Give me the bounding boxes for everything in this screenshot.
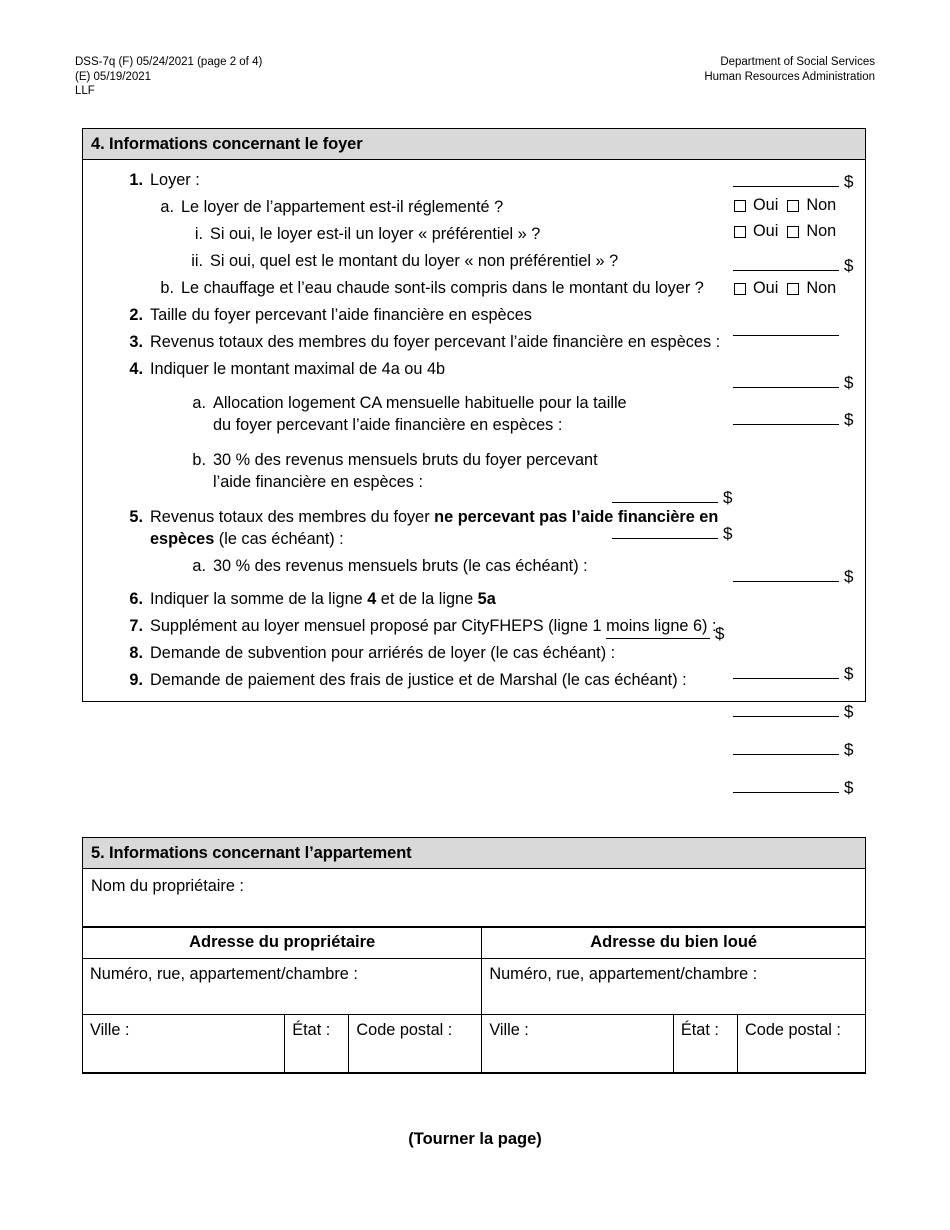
currency-symbol: $ xyxy=(715,624,725,643)
question-5-row xyxy=(83,495,865,553)
english-revision-line: (E) 05/19/2021 xyxy=(75,70,152,83)
rental-zip-cell[interactable] xyxy=(738,1015,866,1073)
currency-symbol: $ xyxy=(844,373,854,392)
currency-symbol: $ xyxy=(844,410,854,429)
address-table xyxy=(83,927,865,1073)
question-5-text-part1: Revenus totaux des membres du foyer xyxy=(150,508,435,526)
question-1ai-no-label: Non xyxy=(806,222,837,240)
question-4b-number: b. xyxy=(192,450,206,469)
agency-division-line: Human Resources Administration xyxy=(704,70,875,83)
question-5-text-part2: (le cas échéant) : xyxy=(214,530,344,548)
question-9-number: 9. xyxy=(129,670,143,689)
question-1ai-number: i. xyxy=(194,224,203,243)
owner-address-header: Adresse du propriétaire xyxy=(83,928,482,959)
rental-city-label: Ville : xyxy=(489,1021,529,1039)
currency-symbol: $ xyxy=(844,702,854,721)
answer-question-1ai-choices[interactable] xyxy=(734,222,836,241)
currency-symbol: $ xyxy=(844,778,854,797)
question-6-label xyxy=(150,588,750,610)
question-6-number: 6. xyxy=(129,589,143,608)
currency-symbol: $ xyxy=(844,740,854,759)
currency-symbol: $ xyxy=(844,664,854,683)
question-5-text-emphasis: ne percevant pas l’aide financière en espèces xyxy=(150,508,719,548)
answer-question-1b-choices[interactable] xyxy=(734,279,836,298)
rental-address-header: Adresse du bien loué xyxy=(482,928,865,959)
question-3-number: 3. xyxy=(129,332,143,351)
currency-symbol: $ xyxy=(723,488,733,507)
question-4b-row xyxy=(83,439,865,496)
owner-name-field-row[interactable] xyxy=(83,869,865,927)
ca-shelter-allowance-input[interactable] xyxy=(612,502,718,503)
question-1a-no-label: Non xyxy=(806,196,837,214)
city-state-zip-row xyxy=(83,1015,865,1073)
currency-symbol: $ xyxy=(723,524,733,543)
street-row xyxy=(83,959,865,1015)
answer-question-3[interactable] xyxy=(733,373,853,393)
answer-question-4[interactable] xyxy=(733,410,853,430)
question-1-label: Loyer : xyxy=(150,170,200,189)
question-1ai-yes-label: Oui xyxy=(753,222,779,240)
answer-question-6[interactable] xyxy=(733,664,853,684)
question-1b-no-choice[interactable] xyxy=(787,279,836,298)
header-left-block xyxy=(75,55,262,99)
owner-city-cell[interactable] xyxy=(83,1015,285,1073)
question-4a-label: Allocation logement CA mensuelle habituelle pour la taille du foyer percevant l’aide financière en espèces : xyxy=(213,394,627,434)
question-1aii-label: Si oui, quel est le montant du loyer « non préférentiel » ? xyxy=(210,251,619,270)
rent-arrears-request-input[interactable] xyxy=(733,754,839,755)
checkbox-icon[interactable] xyxy=(734,226,746,238)
question-6-ref-line4: 4 xyxy=(367,589,377,608)
question-5a-number: a. xyxy=(192,557,206,575)
question-1b-number: b. xyxy=(160,278,174,297)
owner-street-cell[interactable] xyxy=(83,959,482,1015)
question-8-row xyxy=(83,639,865,666)
form-code-line: LLF xyxy=(75,85,95,97)
cityfheps-supplement-input[interactable] xyxy=(733,716,839,717)
question-1b-yes-choice[interactable] xyxy=(734,279,778,298)
currency-symbol: $ xyxy=(844,172,854,191)
form-id-line: DSS-7q (F) 05/24/2021 (page 2 of 4) xyxy=(75,56,263,68)
question-1a-yes-label: Oui xyxy=(753,196,779,214)
owner-name-label: Nom du propriétaire : xyxy=(91,877,244,895)
owner-city-label: Ville : xyxy=(90,1021,130,1039)
question-1a-number: a. xyxy=(160,197,174,216)
question-7-row xyxy=(83,612,865,639)
question-1a-label: Le loyer de l’appartement est-il réglementé ? xyxy=(181,197,504,216)
answer-question-5a[interactable] xyxy=(606,624,724,644)
question-1a-no-choice[interactable] xyxy=(787,196,836,215)
question-4b-label: 30 % des revenus mensuels bruts du foyer percevant l’aide financière en espèces : xyxy=(213,450,598,491)
checkbox-icon[interactable] xyxy=(734,283,746,295)
rental-city-cell[interactable] xyxy=(482,1015,674,1073)
question-1ai-label: Si oui, le loyer est-il un loyer « préférentiel » ? xyxy=(210,224,541,243)
thirty-percent-income-input[interactable] xyxy=(612,538,718,539)
rent-amount-input[interactable] xyxy=(733,186,839,187)
address-header-row xyxy=(83,928,865,959)
answer-question-1a-choices[interactable] xyxy=(734,196,836,215)
answer-question-4b[interactable] xyxy=(612,524,732,544)
owner-state-label: État : xyxy=(292,1021,331,1039)
currency-symbol: $ xyxy=(844,256,854,275)
turn-page-footer: (Tourner la page) xyxy=(408,1130,542,1148)
answer-question-9[interactable] xyxy=(733,778,853,798)
question-1a-yes-choice[interactable] xyxy=(734,196,778,215)
non-cash-assistance-income-input[interactable] xyxy=(733,581,839,582)
answer-question-1[interactable] xyxy=(733,172,853,192)
question-4-number: 4. xyxy=(129,359,143,378)
rental-state-cell[interactable] xyxy=(673,1015,737,1073)
section-4-question-list xyxy=(83,160,865,701)
household-size-input[interactable] xyxy=(733,335,839,336)
question-5a-label: 30 % des revenus mensuels bruts (le cas échéant) : xyxy=(213,557,588,575)
owner-street-label: Numéro, rue, appartement/chambre : xyxy=(90,965,358,983)
checkbox-icon[interactable] xyxy=(787,226,799,238)
question-6-text-part1: Indiquer la somme de la ligne xyxy=(150,589,368,608)
checkbox-icon[interactable] xyxy=(734,200,746,212)
rental-street-label: Numéro, rue, appartement/chambre : xyxy=(489,965,758,983)
answer-question-1aii[interactable] xyxy=(733,256,853,276)
document-header xyxy=(75,55,875,99)
question-9-label: Demande de paiement des frais de justice et de Marshal (le cas échéant) : xyxy=(150,670,687,689)
section-5-title: 5. Informations concernant l’appartement xyxy=(83,838,865,869)
question-1b-label: Le chauffage et l’eau chaude sont-ils compris dans le montant du loyer ? xyxy=(181,278,704,297)
question-6-text-part2: et de la ligne xyxy=(376,589,478,608)
question-2-row xyxy=(83,301,865,328)
answer-question-8[interactable] xyxy=(733,740,853,760)
answer-question-4a[interactable] xyxy=(612,488,732,508)
question-7-label: Supplément au loyer mensuel proposé par CityFHEPS (ligne 1 moins ligne 6) : xyxy=(150,616,717,635)
question-3-label: Revenus totaux des membres du foyer percevant l’aide financière en espèces : xyxy=(150,332,721,351)
question-1b-yes-label: Oui xyxy=(753,279,779,297)
answer-question-2[interactable] xyxy=(733,335,839,336)
rental-zip-label: Code postal : xyxy=(745,1021,841,1039)
question-4-label: Indiquer le montant maximal de 4a ou 4b xyxy=(150,359,446,378)
question-3-row xyxy=(83,328,865,355)
thirty-percent-gross-input[interactable] xyxy=(606,638,710,639)
question-1b-no-label: Non xyxy=(806,279,837,297)
checkbox-icon[interactable] xyxy=(787,200,799,212)
checkbox-icon[interactable] xyxy=(787,283,799,295)
sum-line4-line5a-input[interactable] xyxy=(733,678,839,679)
owner-zip-label: Code postal : xyxy=(356,1021,453,1039)
rental-state-label: État : xyxy=(680,1021,719,1039)
question-4a-number: a. xyxy=(192,394,206,412)
answer-question-7[interactable] xyxy=(733,702,853,722)
max-amount-input[interactable] xyxy=(733,424,839,425)
question-7-number: 7. xyxy=(129,616,143,635)
question-1-number: 1. xyxy=(129,170,143,189)
question-2-number: 2. xyxy=(129,305,143,324)
question-1ai-no-choice[interactable] xyxy=(787,222,836,241)
currency-symbol: $ xyxy=(844,567,854,586)
question-8-label: Demande de subvention pour arriérés de loyer (le cas échéant) : xyxy=(150,643,616,662)
section-4-title: 4. Informations concernant le foyer xyxy=(83,129,865,160)
owner-zip-cell[interactable] xyxy=(349,1015,482,1073)
header-right-block xyxy=(704,55,875,99)
household-income-input[interactable] xyxy=(733,387,839,388)
question-5-number: 5. xyxy=(129,508,143,526)
question-2-label: Taille du foyer percevant l’aide financière en espèces xyxy=(150,305,532,324)
question-1aii-number: ii. xyxy=(191,251,203,270)
legal-marshal-fees-input[interactable] xyxy=(733,792,839,793)
question-6-ref-line5a: 5a xyxy=(477,589,496,608)
rental-street-cell[interactable] xyxy=(482,959,865,1015)
section-5-apartment-information xyxy=(82,837,866,1074)
question-8-number: 8. xyxy=(129,643,143,662)
answer-question-5[interactable] xyxy=(733,567,853,587)
agency-name-line: Department of Social Services xyxy=(720,56,875,68)
non-preferential-rent-input[interactable] xyxy=(733,270,839,271)
owner-state-cell[interactable] xyxy=(285,1015,349,1073)
question-1ai-yes-choice[interactable] xyxy=(734,222,778,241)
